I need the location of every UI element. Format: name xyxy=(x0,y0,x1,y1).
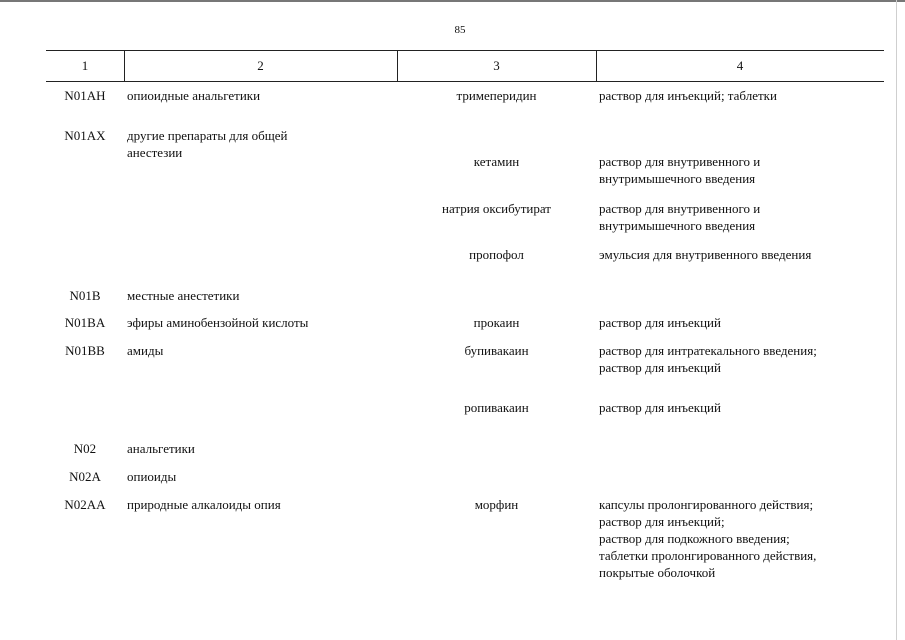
atc-code: N01AH xyxy=(64,88,106,103)
atc-code: N02 xyxy=(73,441,97,456)
dosage-form: капсулы пролонгированного действия; раствор для инъекций; раствор для подкожного введения; таблетки пролонгированного действия, покрытые оболочкой xyxy=(599,497,817,580)
drug-name: натрия оксибутират xyxy=(441,201,551,216)
dosage-form: раствор для инъекций xyxy=(599,400,721,415)
drug-name: бупивакаин xyxy=(464,343,529,358)
drug-name: пропофол xyxy=(469,247,524,262)
atc-code: N02AA xyxy=(64,497,106,512)
dosage-form: раствор для внутривенного и внутримышечного введения xyxy=(599,201,761,233)
drug-name: тримеперидин xyxy=(456,88,537,103)
header-col-1: 1 xyxy=(81,58,89,73)
dosage-form: раствор для интратекального введения; раствор для инъекций xyxy=(599,343,817,375)
dosage-form: раствор для инъекций; таблетки xyxy=(599,88,777,103)
page-number: 85 xyxy=(454,24,466,36)
group-name: другие препараты для общей анестезии xyxy=(127,128,288,160)
group-name: эфиры аминобензойной кислоты xyxy=(127,315,309,330)
drug-name: ропивакаин xyxy=(464,400,529,415)
group-name: анальгетики xyxy=(127,441,195,456)
group-name: амиды xyxy=(127,343,164,358)
group-name: опиоиды xyxy=(127,469,177,484)
scan-top-border xyxy=(0,0,905,2)
dosage-form: раствор для инъекций xyxy=(599,315,721,330)
atc-code: N01B xyxy=(69,288,101,303)
group-name: природные алкалоиды опия xyxy=(127,497,281,512)
header-col-4: 4 xyxy=(736,58,744,73)
atc-code: N01AX xyxy=(64,128,106,143)
dosage-form: эмульсия для внутривенного введения xyxy=(599,247,812,262)
atc-code: N01BA xyxy=(64,315,106,330)
drug-name: морфин xyxy=(474,497,519,512)
dosage-form: раствор для внутривенного и внутримышечного введения xyxy=(599,154,761,186)
group-name: опиоидные анальгетики xyxy=(127,88,261,103)
scan-right-edge xyxy=(896,0,897,640)
header-col-2: 2 xyxy=(257,58,264,73)
atc-code: N02A xyxy=(69,469,101,484)
header-col-3: 3 xyxy=(493,58,500,73)
table-header xyxy=(46,50,884,82)
group-name: местные анестетики xyxy=(127,288,240,303)
atc-code: N01BB xyxy=(65,343,105,358)
drug-name: прокаин xyxy=(473,315,520,330)
drug-name: кетамин xyxy=(473,154,520,169)
